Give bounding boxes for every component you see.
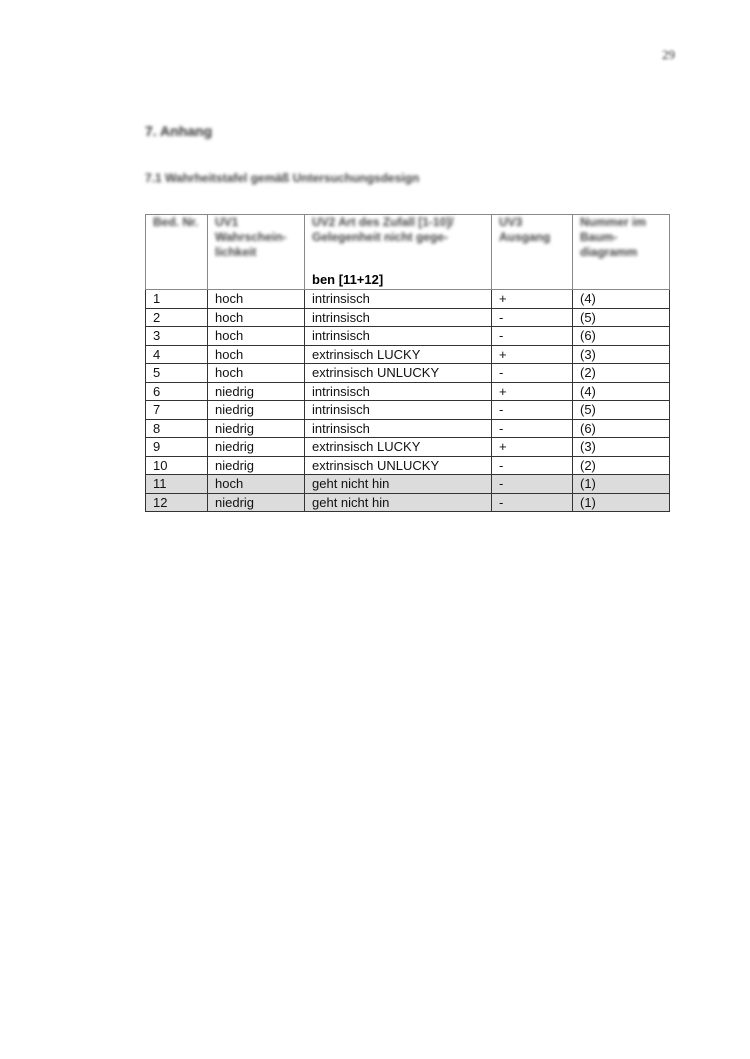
table-cell-uv2: extrinsisch LUCKY: [305, 345, 492, 364]
table-cell-uv3: +: [492, 382, 573, 401]
header-cell-uv2: UV2 Art des Zufall [1-10]/ Gelegenheit nicht gege- ben [11+12]: [305, 215, 492, 290]
section-heading: 7. Anhang: [145, 123, 213, 139]
table-cell-bed-nr: 8: [146, 419, 208, 438]
table-cell-uv1: hoch: [208, 364, 305, 383]
table-cell-uv2: geht nicht hin: [305, 475, 492, 494]
table-cell-nummer: (5): [573, 308, 670, 327]
table-cell-nummer: (1): [573, 493, 670, 512]
table-cell-nummer: (4): [573, 382, 670, 401]
table-row: [146, 382, 670, 401]
table-row: [146, 456, 670, 475]
table-cell-uv1: hoch: [208, 327, 305, 346]
table-cell-uv1: niedrig: [208, 456, 305, 475]
table-cell-uv1: niedrig: [208, 493, 305, 512]
table-cell-bed-nr: 11: [146, 475, 208, 494]
table-row: [146, 345, 670, 364]
table-cell-uv1: niedrig: [208, 419, 305, 438]
table-cell-uv3: -: [492, 456, 573, 475]
header-cell-uv3: UV3 Ausgang: [492, 215, 573, 290]
table-cell-uv3: -: [492, 364, 573, 383]
table-row: [146, 419, 670, 438]
table-cell-bed-nr: 5: [146, 364, 208, 383]
table-cell-uv2: geht nicht hin: [305, 493, 492, 512]
table-cell-uv2: intrinsisch: [305, 419, 492, 438]
table-cell-nummer: (4): [573, 290, 670, 309]
truth-table: [145, 214, 670, 512]
table-cell-uv2: intrinsisch: [305, 290, 492, 309]
table-cell-uv1: hoch: [208, 308, 305, 327]
table-cell-uv3: -: [492, 419, 573, 438]
table-cell-uv2: extrinsisch UNLUCKY: [305, 364, 492, 383]
table-cell-bed-nr: 4: [146, 345, 208, 364]
table-cell-nummer: (3): [573, 345, 670, 364]
table-cell-uv3: -: [492, 493, 573, 512]
table-cell-nummer: (3): [573, 438, 670, 457]
table-cell-uv2: intrinsisch: [305, 308, 492, 327]
table-cell-uv2: intrinsisch: [305, 382, 492, 401]
table-body: [146, 290, 670, 512]
table-cell-bed-nr: 9: [146, 438, 208, 457]
table-cell-nummer: (2): [573, 364, 670, 383]
table-cell-uv2: extrinsisch LUCKY: [305, 438, 492, 457]
table-cell-uv3: -: [492, 327, 573, 346]
table-cell-uv3: +: [492, 290, 573, 309]
table-cell-uv1: niedrig: [208, 401, 305, 420]
table-row: [146, 327, 670, 346]
table-cell-uv1: hoch: [208, 290, 305, 309]
table-cell-nummer: (6): [573, 419, 670, 438]
table-cell-bed-nr: 6: [146, 382, 208, 401]
table-row: [146, 493, 670, 512]
table-cell-uv3: +: [492, 345, 573, 364]
table-row: [146, 401, 670, 420]
table-cell-nummer: (6): [573, 327, 670, 346]
table-cell-uv1: hoch: [208, 345, 305, 364]
table-cell-bed-nr: 2: [146, 308, 208, 327]
table-cell-uv1: niedrig: [208, 438, 305, 457]
header-cell-nummer: Nummer im Baum-diagramm: [573, 215, 670, 290]
table-row: [146, 364, 670, 383]
table-cell-uv2: intrinsisch: [305, 327, 492, 346]
table-cell-nummer: (1): [573, 475, 670, 494]
header-cell-uv2-tail: ben [11+12]: [312, 272, 384, 287]
table-cell-uv3: +: [492, 438, 573, 457]
page-number: 29: [662, 47, 675, 62]
table-row: [146, 308, 670, 327]
subsection-heading: 7.1 Wahrheitstafel gemäß Untersuchungsdesign: [145, 171, 420, 185]
table-row: [146, 475, 670, 494]
table-cell-uv3: -: [492, 475, 573, 494]
header-cell-uv1: UV1 Wahrschein-lichkeit: [208, 215, 305, 290]
table-cell-uv3: -: [492, 401, 573, 420]
table-cell-nummer: (2): [573, 456, 670, 475]
table-cell-uv1: hoch: [208, 475, 305, 494]
table-cell-bed-nr: 3: [146, 327, 208, 346]
table-cell-bed-nr: 7: [146, 401, 208, 420]
table-cell-uv2: intrinsisch: [305, 401, 492, 420]
table-cell-bed-nr: 1: [146, 290, 208, 309]
header-cell-bed-nr: Bed. Nr.: [146, 215, 208, 290]
table-header-row: [146, 215, 670, 290]
table-cell-uv3: -: [492, 308, 573, 327]
table-row: [146, 290, 670, 309]
table-cell-bed-nr: 10: [146, 456, 208, 475]
table-cell-bed-nr: 12: [146, 493, 208, 512]
table-cell-nummer: (5): [573, 401, 670, 420]
table-row: [146, 438, 670, 457]
table-cell-uv1: niedrig: [208, 382, 305, 401]
table-cell-uv2: extrinsisch UNLUCKY: [305, 456, 492, 475]
